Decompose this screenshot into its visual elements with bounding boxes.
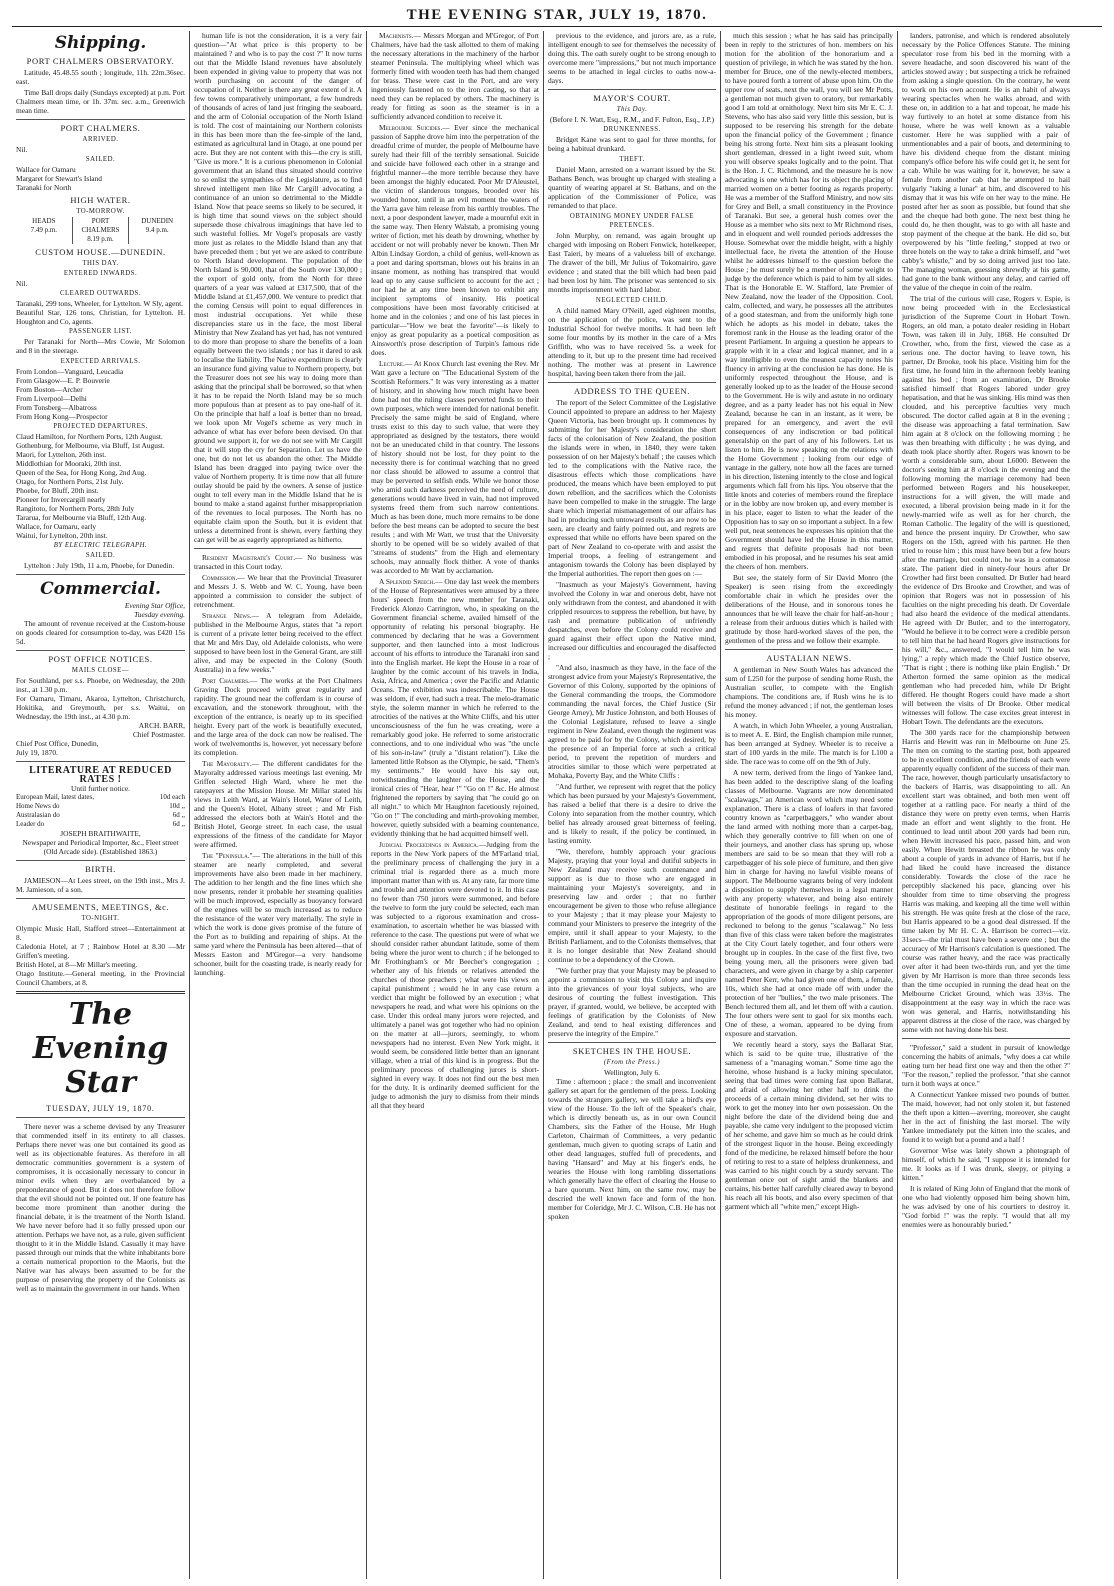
australian-news-1: A gentleman in New South Wales has advanced the sum of L250 for the purpose of sending home Rush, the Australian sculler, to compete with the English champions. The conditions are, if Rush wins he is to refund the money advanced ; if not, the gentleman loses his money.	[725, 665, 893, 719]
high-water-heading: HIGH WATER.	[70, 195, 131, 205]
tide-heads-time: 7.49 p.m.	[30, 226, 58, 234]
mayors-court-bench: (Before I. N. Watt, Esq., R.M., and F. Fulton, Esq., J.P.)	[549, 115, 715, 124]
post-text: For Southland, per s.s. Phoebe, on Wednesday, the 20th inst., at 1.30 p.m. For Oamaru, Timaru, Akaroa, Lyttelton, Christchurch, Hokitika, and Greymouth, per s.s. Waitui, on Wednesday, the 19th inst., at 4.30 p.m.	[16, 676, 185, 721]
sailed-list: Wallace for Oamaru Margaret for Stewart's Island Taranaki for North	[16, 165, 102, 192]
lit-row-key: Australasian do	[16, 811, 60, 819]
timeball-text: Time Ball drops daily (Sundays excepted) at p.m. Port Chalmers mean time, or 1h. 37m. sec. a.m., Greenwich mean time.	[16, 88, 185, 115]
commission-text: We hear that the Provincial Treasurer and Messrs J. S. Webb and W. C. Young, have been appointed a commission to consider the subject of retrenchment.	[194, 573, 362, 609]
column-3	[366, 31, 543, 1579]
divider	[725, 649, 893, 650]
literature-heading: LITERATURE AT REDUCED RATES !	[29, 765, 172, 785]
cleared-text: Taranaki, 299 tons, Wheeler, for Lyttelton. W Sly, agent. Beautiful Star, 126 tons, Christian, for Lyttelton. H. Houghton and Co, agents.	[16, 299, 185, 326]
address-quote-3: "And further, we represent with regret that the policy which has been pursued by your Majesty's Government, has raised a belief that there is a desire to drive the Colony into separation from the mother country, which belief has already aroused great bitterness of feeling, and is likely to result, if the policy be continued, in lasting enmity.	[548, 782, 716, 845]
sketches-end: But see, the stately form of Sir David Monro (the Speaker) is seen rising from the exceedingly comfortable chair in which he presides over the deliberations of the House, and in sonorous tones he announces that he will leave the chair for half-an-hour ; a release from their arduous duties which is hailed with gratitude by those hard-worked slaves of the pen, the gentlemen of the press and we follow their example.	[725, 573, 893, 645]
literature-agent: Newspaper and Periodical Importer, &c., Fleet street (Old Arcade side). (Established 1863.)	[22, 838, 179, 856]
judicial-text: —Judging from the reports in the New York papers of the M'Farland trial, the preliminary process of challenging the jury in a criminal trial is regarded there as a much more important matter than with us. At any rate, far more time and trouble and attention were devoted to it. In this case no fewer than 750 jurors were summoned, and before the twelve to form the jury could be selected, each man was subjected to a rigorous examination and cross-examination, to ascertain whether he was biassed with reference to the case. The questions put were of what we should consider rather abundant latitude, some of them being where the juror went to church ; if he belonged to Mr Frothingham's or Mr Beecher's congregation ; whether any of his friends or relatives attended the churches of those preachers ; what were his views on capital punishment ; would he in any case return a verdict that might be followed by an execution ; what newspapers he read, and what were his opinions on the case. Under this ordeal many jurors were rejected, and ultimately a panel was got together who had no opinion on the matter at all—jurors, seemingly, to whom newspapers had no interest. Even New York might, it would seem, be considered little better than an ignorant village, when a trial of this kind is in progress. But the preliminary process of challenging jurors is short-sighted in every way. It does not find out the best men for the duty. It is ordinarily deemed sufficient for the judge to admonish the jury to dismiss from their minds all that they heard	[371, 840, 539, 1110]
birth-text: JAMIESON—At Lees street, on the 19th inst., Mrs J. M. Jamieson, of a son.	[16, 876, 185, 894]
literature-name: JOSEPH BRAITHWAITE,	[60, 829, 141, 838]
address-quote-5: "We further pray that your Majesty may be pleased to appoint a commission to visit this Colony and inquire into the grievances of your loyal subjects, who are desirous of courting the fullest investigation. This prayer, if granted, would, we believe, be accepted with feelings of gratification by the Colonists of New Zealand, and tend to heal existing differences and preserve the integrity of the Empire."	[548, 966, 716, 1038]
australian-news-4: We recently heard a story, says the Ballarat Star, which is said to be quite true, illustrative of the sameness of a "managing woman." Some time ago the heroine, whose husband is a lucky mining speculator, seeing that bad times were coming fast upon Ballarat, and afraid of allowing her other half to drink the proceeds of a certain mining dividend, set her wits to work to get the money into her own possession. On the night before the date of the dividend being due and payable, she came very indulgent to the proposed victim of her scheme, and gave him so much as he could drink of the strongest liquor in the house. Being exceedingly fond of the medicine, he relaxed himself before the hour of retiring to rest to a state of helpless drunkenness, and was carried to his night couch by a sturdy servant. The gentleman once out of sight amid the blankets and curtains, his better half carefully cleared away to beyond his reach all his boots, and also every specimen of that garment which all "white men," except High-	[725, 1040, 893, 1211]
sailed2-label: SAILED.	[85, 552, 116, 559]
neglected-child-text: A child named Mary O'Neill, aged eighteen months, on the application of the police, was sent to the Industrial School for twelve months. It had been left some four months by its mother in the care of a Mrs Griffith, who was to have received 5s. a week for attending to it, but up to the present time had received nothing. The mother was at present in Lawrence hospital, having been taken there from the jail.	[548, 306, 716, 378]
tide-dunedin-label: DUNEDIN	[141, 217, 174, 225]
mails-close-label: MAILS CLOSE—	[71, 667, 130, 674]
sketches-text: Time : afternoon ; place : the small and inconvenient gallery set apart for the gentlemen of the press. Looking towards the strangers gallery, we will take a bird's eye view of the House. To the left of the Speaker's chair, which is directly beneath us, as in our own Council Chambers, sits the Father of the House, Mr Hugh Carleton, Chairman of Committees, a very pedantic gentleman, much given to quoting scraps of Latin and other dead languages, stuffed full of precedents, and having "Hansard" and May at his finger's ends, he wearies the House with long rambling dissertations which generally have the effect of clearing the House to a bare quorum. Next him, on the same row, may be descried the well known face and form of the hon. member for Coleridge, Mr J. C. Wilson, C.B. He has not spoken	[548, 1077, 716, 1221]
divider	[16, 650, 185, 651]
rm-court-head: Resident Magistrate's Court.—	[202, 553, 303, 562]
electric-label: BY ELECTRIC TELEGRAPH.	[53, 542, 148, 549]
address-quote-4: "We, therefore, humbly approach your gracious Majesty, praying that your loyal and dutiful subjects in New Zealand may receive such countenance and support as is due to those who are engaged in maintaining your Majesty's sovereignty, and in preserving law and order ; that no further encouragement be given to those who refuse allegiance to your Majesty ; that it may please your Majesty to command your Ministers to preserve the integrity of the empire, until it shall appear to your Majesty, to the British Parliament, and to the Colonists themselves, that it is no longer desirable that New Zealand should continue to be a dependency of the Crown.	[548, 847, 716, 964]
lit-row-value: 10d ,,	[169, 802, 185, 810]
divider	[16, 860, 185, 861]
masthead-rule	[12, 26, 1102, 27]
rm-court-text: No business was transacted in this Court today.	[194, 553, 362, 571]
lit-row-value: 10d each	[159, 793, 185, 801]
masthead: THE EVENING STAR, JULY 19, 1870.	[406, 7, 708, 23]
lit-row-key: Leader do	[16, 820, 45, 828]
managing-woman-continued: landers, patronise, and which is rendered absolutely necessary by the Police Offences Statute. The mining speculator rose from his bed in the morning with a severe headache, and soon discovered his want of the articles stowed away ; but suspecting a trick he refrained from asking a single question. On the contrary, he went to work on his own account. He is an habit of always wearing spectacles when he walks abroad, and with these on, in addition to a hat and topcoat, he made his way furtively to an hotel at some distance from his house, where he was well known as a valuable customer. Here he was supplied with a pair of unmentionables and a pair of boots, and determining to have his dividend cheque from the distant mining company's office before his wife could get it, he sent for a cab. While he was waiting for it, however, he saw a female from another cab that he attempted to hail vulgarly "taking a lunar" at him, and discovered to his dismay that it was his wife on her way to the mine. He posted after her as soon as possible, but found that she and the cheque had both gone. The next best thing he could do, he then thought, was to go with all haste and stop payment of the cheque at the bank. He did so, but overpowered by his "little feeling," stopped at two or three hotels on the way to take a drink himself, and "wet cabby's whistle," and by so doing arrived just too late. The managing woman, guessing shrewdly at his game, had gone to the bank without any delay, and carried off the value of the cheque in coin of the realm.	[902, 31, 1070, 292]
tide-heads-label: HEADS	[32, 217, 56, 225]
mayors-court-heading: MAYOR'S COURT.	[593, 93, 671, 103]
observatory-heading: PORT CHALMERS OBSERVATORY.	[26, 56, 175, 66]
lecture-head: Lecture.—	[379, 359, 413, 368]
sketches-source: (From the Press.)	[603, 1059, 661, 1066]
divider	[16, 898, 185, 899]
anecdote-governor: Governor Wise was lately shown a photograph of himself, of which he said, "I suppose it is intended for me. It looks as if I was drunk, sleepy, or pitying a kitten."	[902, 1146, 1070, 1182]
paper-title: The Evening Star	[32, 997, 169, 1100]
dateline: TUESDAY, JULY 19, 1870.	[46, 1104, 155, 1113]
port-chalmers-head: Port Chalmers.—	[202, 676, 258, 685]
divider	[16, 1117, 185, 1118]
lit-row-value: 6d ,,	[172, 811, 185, 819]
sailed2-text: Lyttelton : July 19th, 11 a.m, Phoebe, for Dunedin.	[24, 561, 175, 570]
suicides-head: Melbourne Suicides.—	[379, 123, 450, 132]
divider	[902, 1038, 1070, 1039]
commercial-text: The amount of revenue received at the Custom-house on goods cleared for consumption to-day, was £420 15s 5d.	[16, 619, 185, 646]
mayors-court-day: This Day.	[616, 106, 648, 113]
address-queen-heading: ADDRESS TO THE QUEEN.	[573, 386, 691, 396]
divider	[548, 1042, 716, 1043]
machinists-text: Messrs Morgan and M'Gregor, of Port Chalmers, have had the task allotted to them of making the necessary alterations in the machinery of the harbor steamer Peninsula. The multiplying wheel which was formerly fitted with wooden teeth has had them changed for brass. These were cast in the Port, and are very ingeniously fastened on to the iron casting, so that at need they can be replaced by others. The machinery is ready for fitting as soon as the steamer is in a sufficiently advanced condition to receive it.	[371, 31, 539, 121]
port-chalmers-text: The works at the Port Chalmers Graving Dock proceed with great regularity and rapidity. The ground near the cofferdam is in course of excavation, and the stonework throughout, with the exception of the entrance, is nearly up to its specified height. Every part of the work is beautifully executed, and the large area of the dock can now be realised. The work of twelvemonths is, however, yet necessary before its completion.	[194, 676, 362, 757]
divider	[16, 119, 185, 120]
commercial-office: Evening Star Office, Tuesday evening.	[124, 601, 185, 619]
commercial-heading: Commercial.	[40, 579, 161, 599]
column-1	[12, 31, 189, 1579]
false-pretences-text: John Murphy, on remand, was again brought up charged with imposing on Robert Fenwick, hotelkeeper, East Taieri, by means of a valueless bill of exchange. The drawer of the bill, Mr Julius of Tokomairiro, gave evidence ; and stated that the bill which had been paid had been lost by him. The prisoner was sentenced to six months imprisonment with hard labor.	[548, 231, 716, 294]
judicial-continued: previous to the evidence, and jurors are, as a rule, intelligent enough to see for themselves the necessity of doing this. The oath surely ought to be strong enough to overcome mere "impressions," but not much importance seems to be attached in legal circles to oaths now-a-days.	[548, 31, 716, 85]
strange-news-head: Strange News.—	[202, 611, 260, 620]
sailed-label: SAILED.	[85, 156, 116, 163]
leader-continued: human life is not the consideration, it is a very fair question—"At what price is this property to be maintained ? and who is to pay the cost ?" It now turns out that the Middle Island revenues have absolutely been expended in giving value to property that was not worth purchasing on account of the danger of occupation of it. Neither is there any great extent of it. A few towns comparatively unimportant, a few hundreds of thousands of acres of land just fringing the seaboard, and the arm of Colonial occupation of the North Island is told. The cost of maintaining our Northern colonists in this has been more than the fee-simple of the land, estimated as agricultural land in Otago, at one pound per acre. But they are not content with this—the cry is still, "Give us more." It is a curious phenomenon in Colonial government that an island thus situated should contrive to so enlist the sympathies of the Legislature, as to find shrewd intelligent men like Mr Cargill advocating a continuance of an union so detrimental to the Middle Island. Now that peace seems so likely to be secured, it is high time that sound views on the subject should supersede those chivalrous imaginings that have led to such wasteful follies. Mr Vogel's proposals are vastly more just as relates to the Middle Island than any that have preceded them ; but yet we are asked to contribute to North Island development. The population of the North Island is 90,000, that of the South over 130,000 ; the export of gold only, from the North for three quarters of a year was valued at £317,500, that of the Middle Island at £1,457,000. We venture to predict that the coming Census will point to equal differences in most industrial occupations. Yet while these discrepancies stare us in the face, the most liberal Ministry that New Zealand has yet had, has not ventured to do more than propose to share the benefits of a loan equally between the two islands ; nor has it dared to ask to localise the liability. The Native expenditure is clearly an insurance fund giving value to Northern property, but the Treasurer does not see his way to doing more than asking that the principal shall be borrowed, so that when it has to be repaid the North Island may be so much more populous than at present as to pay one-half of it. On the principle that half a loaf is better than no bread, we look upon Mr Vogel's scheme as very much in advance of what has ever before been devised. On that ground we support it, for we do not see with Mr Cargill that it will stop the cry for Separation. Let us have the one, but do not let us abandon the other. The Middle Island has been dragged into paying twice over the value of Northern property. It is time now that all future outlay should be paid by the owners. A sense of justice ought to tell every man in the Middle Island that he is bound to make a stand against further misappropriation of the revenues to local purposes. The North has no equitable claim upon the South, but it is evident that unless a determined front is shewn, every farthing they can get will be as eagerly appropriated as hitherto.	[194, 31, 362, 544]
column-4	[543, 31, 720, 1579]
entered-label: ENTERED INWARDS.	[63, 270, 138, 277]
theft-label: THEFT.	[619, 156, 645, 163]
passenger-text: Per Taranaki for North—Mrs Cowie, Mr Solomon and 8 in the steerage.	[16, 337, 185, 355]
divider	[16, 574, 185, 575]
anecdote-king-john: It is related of King John of England that the monk of one who had violently opposed him being shown him, he was advised by one of his courtiers to destroy it. "God forbid !" was the reply. "I would that all my enemies were as honourably buried."	[902, 1184, 1070, 1229]
post-office-heading: POST OFFICE NOTICES.	[48, 654, 153, 664]
amusements-text: Olympic Music Hall, Stafford street—Entertainment at 8. Caledonia Hotel, at 7 ; Rainbow Hotel at 8.30 —Mr Griffen's meeting. British Hotel, at 8—Mr Millar's meeting. Otago Institute.—General meeting, in the Provincial Council Chambers, at 8.	[16, 924, 185, 987]
drunkenness-label: DRUNKENNESS.	[603, 126, 661, 133]
divider	[16, 991, 185, 994]
tomorrow-label: TO-MORROW.	[76, 208, 125, 215]
lit-row-key: European Mail, latest dates,	[16, 793, 94, 801]
divider	[548, 89, 716, 90]
tonight-label: TO-NIGHT.	[81, 915, 120, 922]
anecdote-professor: "Professor," said a student in pursuit of knowledge concerning the habits of animals, "why does a cat while eating turn her head first one way and then the other ?" "For the reason," replied the professor, "that she cannot turn it both ways at once."	[902, 1043, 1070, 1088]
birth-heading: BIRTH.	[85, 864, 116, 874]
column-6	[897, 31, 1074, 1579]
theft-text: Daniel Mann, arrested on a warrant issued by the St. Bathans Bench, was brought up charged with stealing a quantity of wearing apparel at St. Bathans, and on the application of the Commissioner of Police, was remanded to that place.	[548, 165, 716, 210]
divider	[548, 382, 716, 383]
false-pretences-label: OBTAINING MONEY UNDER FALSE PRETENCES.	[569, 213, 695, 229]
custom-house-heading: CUSTOM HOUSE.—DUNEDIN.	[35, 247, 166, 257]
mayoralty-text: The different candidates for the Mayoralty addressed various meetings last evening. Mr Griffen selected High Ward, where he met the ratepayers at the Mission House. Mr Millar stated his views in Leith Ward, at Wain's Hotel, Water of Leith, and the Queen's Hotel, Albany street ; and Mr Fish addressed the electors both at Wain's Hotel and the British Hotel, George street. In each case, the usual expressions of the fitness of the candidate for Mayor were affirmed.	[194, 759, 362, 849]
projected-label: PROJECTED DEPARTURES.	[53, 423, 148, 430]
divider	[194, 548, 362, 549]
peninsula-text: The alterations in the hull of this steamer are nearly completed, and several improvements have also been made in her machinery. The addition to her length and the fine lines which she now presents, render it probable her steaming qualities will be much improved, especially as buoyancy forward of the engines will be so much increased as to reduce the resistance of the water very materially. The style in which the work is done gives promise of the future of the Port as to building and repairing of ships. At the same yard where the Peninsula has been altered—that of Messrs Easton and M'Gregor—a very handsome schooner, built for the coasting trade, is nearly ready for launching.	[194, 851, 362, 977]
observatory-text: Latitude, 45.48.55 south ; longitude, 11h. 22m.36sec. east.	[16, 68, 185, 86]
address-quote-2: "And also, inasmuch as they have, in the face of the strongest advice from your Majesty's Representative, the Governor of this Colony, supported by the opinions of the General commanding the troops, the Commodore commanding the naval forces, the Chief Justice (Sir George Arney), Mr Justice Johnston, and both Houses of the Colonial Legislature, refused to leave a single regiment in New Zealand, even though the regiment was agreed to be paid for by the Colony, which desired, by the presence of an Imperial force at such a critical period, to prevent the repetition of murders and atrocities similar to those which were perpetrated at Mohaka, Poverty Bay, and the White Cliffs :	[548, 663, 716, 780]
tide-table	[16, 217, 185, 244]
drunkenness-text: Bridget Kane was sent to gaol for three months, for being a habitual drunkard.	[548, 135, 716, 153]
arrived-label: ARRIVED.	[82, 136, 119, 143]
projected-list: Claud Hamilton, for Northern Ports, 12th August. Gothenburg, for Melbourne, via Bluff, 1st August. Maori, for Lyttelton, 26th inst. Middlothian for Mooraki, 20th inst. Queen of the Sea, for Hong Kong, 2nd Aug. Otago, for Northern Ports, 21st July. Phoebe, for Bluff, 20th inst. Pioneer for Invercargill nearly Rangitoto, for Northern Ports, 28th July Tararua, for Melbourne via Bluff, 12th Aug. Wallace, for Oamaru, early Waitui, for Lyttelton, 20th inst.	[16, 432, 165, 540]
literature-until: Until further notice.	[71, 784, 130, 793]
passenger-label: PASSENGER LIST.	[68, 328, 133, 335]
tide-dunedin-time: 9.4 p.m.	[145, 226, 169, 234]
column-5	[720, 31, 897, 1579]
strange-news-text: A telegram from Adelaide, published in the Melbourne Argus, states that "a report is current of a private letter being received to the effect that Mr and Mrs Day, old Adelaide colonists, who were supposed to have been lost in the General Grant, are still alive, and may be expected in the Colony (South Australia) in a few weeks."	[194, 611, 362, 674]
lecture-text: At Knox Church last evening the Rev. Mr Watt gave a lecture on "The Educational System of the Scottish Reformers." It was very interesting as a matter of history, and in showing how much might have been done had not the ruling classes perverted funds to their own purposes, which were intended for national benefit. Precisely the same might be said of England, where trusts exist to this day to such value, that were they appropriated as designed by the testators, there would not be an uneducated child in that country. The lessons of history should not be lost, for they point to the necessity there is for continual watching that no greed nor class should be allowed to assume a control that may be perverted to selfish ends. While we honor those who amid such darkness perceived the need of culture, generations would have lived in vain, had not improved systems freed them from such narrow contentions. Much as has been done, much more remains to be done before the best means can be adopted to secure the best results ; and with Mr Watt, we trust that the University shortly to be opened will be so widely availed of that "streams of students" from the High and elementary schools, may annually flock thither. A vote of thanks was accorded to Mr Watt by acclamation.	[371, 359, 539, 575]
address-queen-text: The report of the Select Committee of the Legislative Council appointed to prepare an address to her Majesty Queen Victoria, has been brought up. It commences by submitting for her Majesty's consideration the short facts of the colonisation of New Zealand, the position the islands were in when, in 1840, they were taken possession of on her Majesty's behalf ; the causes which led to the complications with the Native race, the disastrous effects which those complications have produced, the means which have been employed to put down rebellion, and the sacrifices which the Colonists have been compelled to make in the struggle. The large share which imperial mismanagement of our affairs has had in producing such untoward results as are now to be seen, are clearly and fairly pointed out, and regrets are expressed that while no efforts have been spared on the part of New Zealand to co-operate with and assist the Imperial troops, a feeling of estrangement and antagonism towards the Colony has been displayed by the Imperial authorities. The report then goes on :—	[548, 398, 716, 578]
judicial-head: Judicial Proceedings in America.	[379, 840, 479, 849]
column-2	[189, 31, 366, 1579]
leader-text: There never was a scheme devised by any Treasurer that commended itself in its entirety to all classes. Perhaps there never was one but contained its good as well as its objectionable features. As therefore in all democratic communities government is a system of compromises, it is occasionally necessary to concur in minor evils when they are overbalanced by a preponderance of good. But it does not therefore follow that the evil should not be pointed out. If one feature has become more prominent than another during the financial debate, it is the treatment of the North Island. We have never before had it so fully pressed upon our attention. Perhaps we have not, as a rule, given sufficient thought to it in the Middle Island. Casually it may have passed through our minds that the white inhabitants bore a certain numerical proportion to the Maoris, but the Native war has always been assumed to be for the purpose of preserving the property of the Colonists as well as to maintain the government in our hands. When	[16, 1122, 185, 1293]
expected-label: EXPECTED ARRIVALS.	[60, 358, 141, 365]
suicides-text: Ever since the mechanical passion of Sapphe drove him into the perpetration of the dreadful crime of murder, the people of Melbourne have surely had their fill of the terribly sensational. Suicide and suicide have followed each other in a strange and frightful manner—the more terrible because they have been amongst the highly educated. Poor Mr D'Aleustel, the victim of slanderous tongues, brooded over his wounded honor, until in an evil moment the waters of the Yarra gave him release from his earthly troubles. The next, a poor despondent lawyer, made a mournful exit in the same way. Then Henry Walstab, a promising young writer of fiction, met his death by drowning, whether by accident or not will probably never be known. Then Mr Albin Lindsay Gordon, a child of genius, well-known as a poet and daring sportsman, blows out his brains in an insane moment, as nothing has transpired that would lead up to any cause sufficient to account for the act ; nor had he at any time been known to exhibit any incipient symptoms of insanity. His poetical compositions have been most favorably criticised at home and in the colonies ; and one of his last pieces in particular—"How we beat the favorite"—is likely to enjoy as great popularity as a poetical composition as Ainsworth's prose description of Turpin's famous ride does.	[371, 123, 539, 357]
arrived-nil: Nil.	[16, 145, 28, 154]
sketches-continued: much this session ; what he has said has principally been in reply to the strictures of hon. members on his motion for the abolition of the honorarium and a question of privilege, in which he was stated by the hon. member for Bruce, one of the newly-elected members, to have poured forth a torrent of abuse upon him. On the upper row of seats, next the wall, you will see Mr Potts, a gentleman not much given to oratory, but remarkably good I am told at ornithology. Next him sits Mr E. C. J. Stevens, who has also said very little this session, but is supposed to be reserving his strength for the debate upon the financial policy of the Government ; finance being his strong forte. Next him sits a pleasant looking short gentleman, dressed in a light tweed suit, whom you will observe speaks logically and to the point. That is the Hon. J. C. Richmond, and the measure he is now advocating is one which has for its object the placing of married women on a better footing as regards property. He was a member of the Stafford Ministry, and now sits for Grey and Bell, a small constituency in the Province of Taranaki. But see, a general hush comes over the House as a member who sits next to Mr Richmond rises, and in eloquent and well rounded periods addresses the House. Somewhat over the middle height, with a highly intellectual face, he riveta the attention of the House whilst he addresses himself to the question before the House ; he must surely be a member of some weight to judge by the deference which is paid to him by all sides. That is the Honorable E. W. Stafford, late Premier of New Zealand, now the leader of the Opposition. Cool, calm, collected, and wary, he possesses all the attributes of a good statesman, and from the uniformly high tone which he adopts as his model in debate, takes the foremost rank in the House as the leading orator of the present Parliament. In arguing a question he appears to grapple with it in a clear and logical manner, and in a way intelligible to even the meanest capacity notes his fluency in arriving at the conclusion he has done. He is uniformly respected throughout the House, and is generally looked up to as the leader of the House second to the Government. He is wily and astute in no ordinary degree, and as a party leader has not his equal in New Zealand, because he can in an instant, as it were, be prepared for an emergency, and avert the evil consequences of any indiscretion or bad political generalship on the part of any of his followers. Let us listen to him. He is now speaking on the relations with the Home Government ; looking from our edge of vantage in the gallery, note how all the faces are turned in his direction, listening intently to the close and logical arguments which fall from his lips. You observe that the little knots and coteries of members round the fireplace or in the lobby are now broken up, and every member is in his place, eager to listen to what the leader of the Opposition has to say on so important a subject. In a few well put, neat sentences he expresses his opinion that the Government should have led the House in this matter, and regrets that definite proposals had not been embodied in his proposal, and he resumes his seat amid the cheers of hon. members.	[725, 31, 893, 571]
cleared-label: CLEARED OUTWARDS.	[60, 290, 141, 297]
post-signature: ARCH. BARR, Chief Postmaster.	[132, 721, 185, 739]
anecdote-yankee: A Connecticut Yankee missed two pounds of butter. The maid, however, had not only stolen it, but fastened the theft upon a kitten—averring, moreover, she caught her in the act of finishing the last morsel. The wily Yankee immediately put the kitten into the scales, and found it to weigh but a pound and a half !	[902, 1090, 1070, 1144]
neglected-child-label: NEGLECTED CHILD.	[595, 297, 669, 304]
footrace-text: The 300 yards race for the championship between Harris and Hewitt was run in Melbourne on June 25. The men on coming to the starting post, both appeared to be in excellent condition, and the friends of each were apparently equally confident of the success of their man. The race, however, though particularly unsatisfactory to the backers of Harris, was disappointing to all. An excellent start was obtained, and both men went off together at a rattling pace. For nearly a third of the distance they were on pretty even terms, when Harris made an effort and went slightly to the front. He continued to lead until about 200 yards had been run, when Hewitt increased his pace, passed him, and won easily. When Hewitt breasted the ribbon he was only about a couple of yards in advance of Harris, but if he had liked he could have increased the distance considerably. Towards the close of the race he perceptibly slackened his pace, glancing over his shoulder from time to time observing the progress Harris was making, and keeping all the time well within his strength. He was quite fresh at the close of the race, but Harris appeared to be a good deal distressed. If the time taken by Mr H. C. A. Harrison be correct—viz. 31secs—the trial must have been a severe one ; but the accuracy of Mr Harrison's calculation is questioned. The course was rather heavy, and the race was practically over after it had been two-thirds run, and yet the time given by Mr Harrison is more than three seconds less than the time occupied in running the dead heat on the Melbourne Cricket Ground, which was 33½s. The disappointment at the easy way in which the race was won was general, and Harris, notwithstanding his apparent distress at the close of the race, was charged by some with not having done his best.	[902, 728, 1070, 1034]
port-chalmers-heading: PORT CHALMERS.	[60, 123, 141, 133]
commission-head: Commission.—	[202, 573, 245, 582]
peninsula-head: The "Peninsula."—	[202, 851, 260, 860]
entered-nil: Nil.	[16, 279, 28, 288]
columns	[12, 31, 1102, 1579]
speech-text: One day last week the members of the House of Representatives were amused by a three hours' speech from the new member for Taranaki, Frederick Alonzo Carrington, who, in speaking on the Government financial scheme, availed himself of the opportunity of relating his personal biography. He commenced by declaring that he was a Government supporter, and then launched into a most ludicrous account of his efforts to introduce the Taranaki iron sand into the English market. He kept the House in a roar of laughter by the comic account of his travels in India, Asia, Africa, and America ; over the Pacific and Atlantic Oceans. The exhibition was indescribable. The House was seldom, if ever, had such a treat. The melo-dramatic style, the solemn manner in which he referred to the atrocities of the natives at the White Cliffs, and his utter unconsciousness of the fun he was creating, were a remarkably good joke. He referred to some aristocratic connections, and to one individual who was "the uncle of his son-in-law" (truly a "distant relation"). Like the lamented little Robson as the Olympic, he said, "Them's my sentiments." He would have his say out, notwithstanding the laughter of the House, and the ironical cries of "Hear, hear !" "Go on !" &c. He almost frightened the reporters by saying that "he could go on all night." to which Mr Haughton facetiously rejoined, "Go on !" The concluding and mirth-provoking member, however, quietly subsided with a beaming countenance, evidently thinking that he had acquitted himself well.	[371, 577, 539, 838]
divider	[16, 761, 185, 762]
sketches-heading: SKETCHES IN THE HOUSE.	[572, 1046, 692, 1056]
tide-port-time: 8.19 p.m.	[87, 235, 114, 243]
mayoralty-head: The Mayoralty.—	[202, 759, 260, 768]
machinists-head: Machinists.—	[379, 31, 421, 40]
shipping-heading: Shipping.	[54, 33, 147, 53]
expected-list: From London—Vanguard, Leucadia From Glasgow—E. P. Bouverie From Boston—Archer From Liverpool—Delhi From Tonsberg—Albatross From Hong Kong—Prospector	[16, 367, 124, 421]
will-case-text: The trial of the curious will case, Rogers v. Espie, is now being proceeded with in the Ecclesiastical jurisdiction of the Supreme Court in Hobart Town. Rogers, an old man, a potato dealer residing in Hobart Town, was taken ill in July, 1868. He consulted Dr Crowther, who, from the first, viewed the case as a serious one. The doctor having to leave town, his partner, Dr Brooke, took his place. Visiting him for the first time, he found him in the afternoon feebly leaning against his bed ; from an examination, Dr Brooke satisfied himself that Rogers labored under grey hepatisation, and that he was sinking. His mind was then clouded, and his perceptive faculties very much obscured. The doctor called again at 8 in the evening ; the disease was approaching a fatal termination. Saw him again at 8 o'clock on the following morning ; he was then breathing with difficulty ; he was dying, and death took place shortly after. Rogers was known to be worth a considerable sum, about L6000. Between the doctor's seeing him at 8 o'clock in the evening and the following morning the marriage ceremony had been performed between Rogers and his housekeeper, instructions for a will given, the will made and executed, a liberal provision being made in it for the newly-married wife as well as for her church, the Roman Catholic. The legality of the will is questioned, and hence the present inquiry. Dr Crowther, who saw Rogers on the 15th, agreed with his partner. He then tried to rouse him ; this must have been but a few hours after the marriage, but could not, he was in a comatose state. The patient died in ninety-four hours after Dr Crowther had first been consulted. Dr Butler had heard the evidence of Drs Brooke and Crowther, and was of opinion that Rogers was not in possession of his faculties on the night preceding his death. Dr Coverdale had also heard the evidence of the medical attendants. He agreed with Dr Butler, and to the interrogatory, "Would he believe it to be correct were a credible person to tell him that he had heard Rogers give instructions for his will," &c., answered, "I would tell him he was lying," a reply which made the Chief Justice observe, "That is right ; there is nothing like plain English." Dr Atherton formed the same opinion as the medical gentleman who had preceded him, while Dr Bright differed. He thought Rogers could have made a short will between the visits of Dr Brooke. Other medical witnesses will follow. The case excites great interest in Hobart Town. The defendants are the executors.	[902, 294, 1070, 726]
this-day-label: THIS DAY.	[82, 260, 119, 267]
lit-row-value: 6d ,,	[172, 820, 185, 828]
sketches-date: Wellington, July 6.	[603, 1068, 661, 1077]
australian-news-3: A new term, derived from the lingo of Yankee land, has been added to the descriptive slang of the loafing classes of Melbourne. Vagrants are now denominated "scalawags," an American word which may need some explanation. There is a class of loafers in that favored country known as "carpetbaggers," who wander about the land armed with nothing more than a carpet-bag, which they generally contrive to fill when on one of their journeys, and another class has sprung up, whose members are said to be so mean that they will rob a carpetbagger of his sole piece of furniture, and then give him in charge for having no lawful visible means of support. The Melbourne vagrants being of very indolent a disposition to supply themselves in a legal manner with any property whatever, and being also entirely destitute of honorable feelings in regard to the appropriation of the goods of more diligent persons, are reckoned to belong to the genus "scalawag." No less than five of this class were taken before the magistrates at the City Court lately together, and four others were brought up in couples. In the case of the first five, two being young men, all the prisoners were given bad characters, and were given in charge by a ship carpenter named Peter Kerr, who had given one of them, a female, 10s, which she had at once made off with under the protection of her "bullies," the two male prisoners. The Bench lectured them all, and let them off with a caution. The four others were sent to gaol for six months each. One of these, a woman, appeared to be dying from exposure and starvation.	[725, 768, 893, 1038]
lit-row-key: Home News do	[16, 802, 60, 810]
australian-news-heading: AUSTALIAN NEWS.	[766, 653, 852, 663]
australian-news-2: A watch, in which John Wheeler, a young Australian, is to meet A. E. Bird, the English champion mile runner, has been arranged at Sydney. Wheeler is to receive a start of 100 yards in the mile. The match is for L100 a side. The race was to come off on the 9th of July.	[725, 721, 893, 766]
post-place: Chief Post Office, Dunedin, July 19, 1870.	[16, 739, 99, 757]
address-quote-1: "Inasmuch as your Majesty's Government, having involved the Colony in war and onerous debt, have not only withdrawn from the contest, and abandoned it with crippled resources to suppress the rebellion, but have, by rash and premature publication of unfriendly despatches, even before the Colony could receive and guard against their effect upon the Native mind, increased our difficulties and encouraged the disaffected ;	[548, 580, 716, 661]
amusements-heading: AMUSEMENTS, MEETINGS, &c.	[31, 902, 170, 912]
speech-head: A Splendid Speech.—	[379, 577, 443, 586]
tide-port-label: PORT CHALMERS	[81, 217, 120, 234]
